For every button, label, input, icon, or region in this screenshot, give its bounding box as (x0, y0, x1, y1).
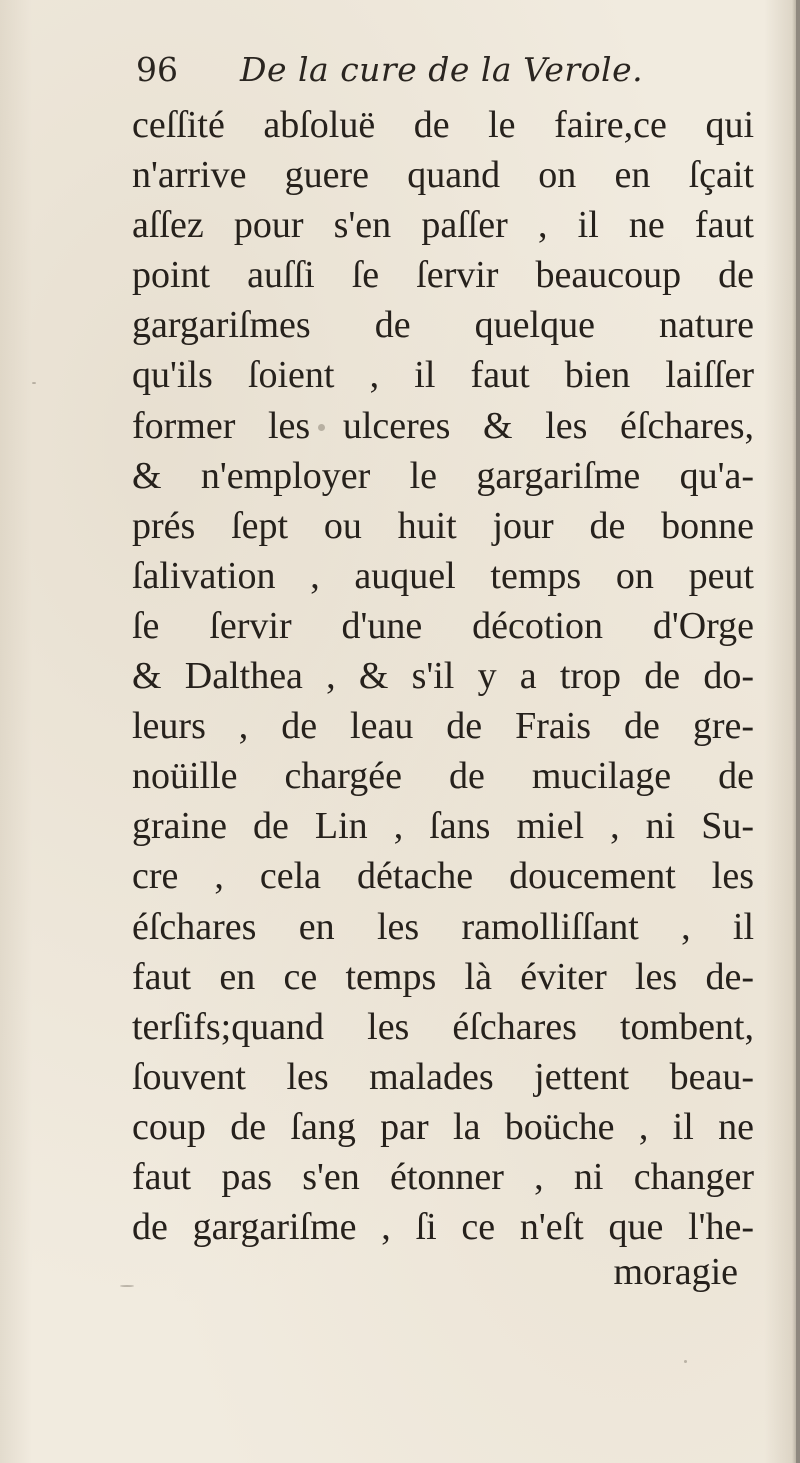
text-line: & n'employer le gargariſme qu'a- (132, 454, 754, 497)
running-head: De la cure de la Verole. (240, 50, 644, 89)
text-line: prés ſept ou huit jour de bonne (132, 504, 754, 547)
text-line: ſe ſervir d'une décotion d'Orge (132, 604, 754, 647)
paper-speck (32, 382, 36, 384)
paper-speck (120, 1285, 134, 1287)
text-line: de gargariſme , ſi ce n'eſt que l'he- (132, 1206, 754, 1249)
text-line: faut en ce temps là éviter les de- (132, 955, 754, 998)
text-line: qu'ils ſoient , il faut bien laiſſer (132, 354, 754, 397)
text-line: cre , cela détache doucement les (132, 855, 754, 898)
text-line: ceſſité abſoluë de le faire,ce qui (132, 104, 754, 146)
text-line: éſchares en les ramolliſſant , il (132, 905, 754, 948)
page-edge-shadow (792, 0, 796, 1463)
text-line: gargariſmes de quelque nature (132, 304, 754, 347)
text-line: terſifs;quand les éſchares tombent, (132, 1005, 754, 1048)
text-line: faut pas s'en étonner , ni changer (132, 1155, 754, 1198)
text-line: noüille chargée de mucilage de (132, 755, 754, 798)
text-line: ſalivation , auquel temps on peut (132, 554, 754, 597)
paper-speck (318, 424, 325, 431)
text-line: point auſſi ſe ſervir beaucoup de (132, 254, 754, 297)
text-line: former les ulceres & les éſchares, (132, 404, 754, 447)
text-line: graine de Lin , ſans miel , ni Su- (132, 805, 754, 848)
text-line: coup de ſang par la boüche , il ne (132, 1105, 754, 1148)
catchword: moragie (613, 1251, 738, 1293)
text-line: & Dalthea , & s'il y a trop de do- (132, 655, 754, 698)
text-line: aſſez pour s'en paſſer , il ne faut (132, 204, 754, 247)
paper-speck (684, 1360, 687, 1363)
text-line: ſouvent les malades jettent beau- (132, 1055, 754, 1098)
body-text (132, 100, 754, 1252)
page-header (136, 48, 756, 98)
text-line: leurs , de leau de Frais de gre- (132, 705, 754, 748)
page-number: 96 (136, 50, 178, 89)
text-line: n'arrive guere quand on en ſçait (132, 154, 754, 197)
